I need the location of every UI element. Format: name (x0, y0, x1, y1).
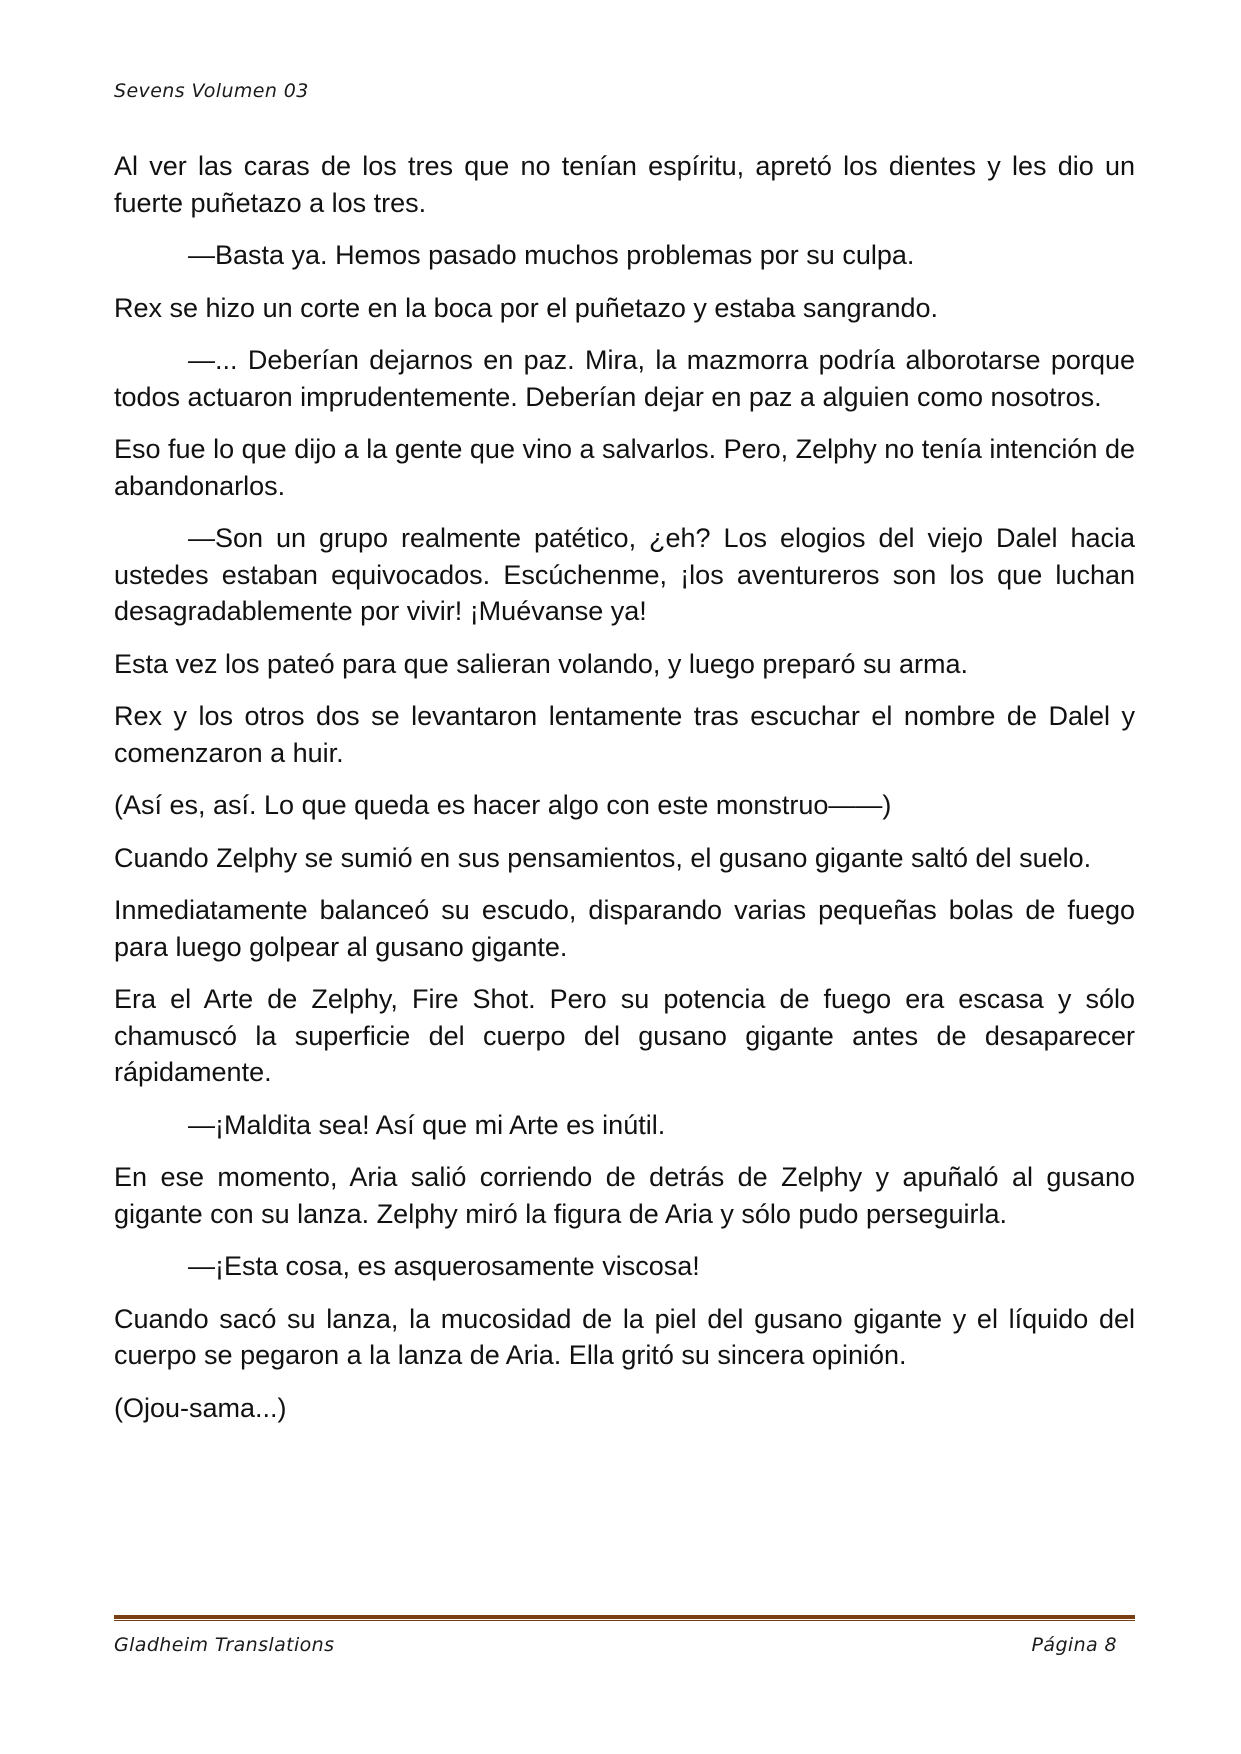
body-text (114, 148, 1135, 1442)
paragraph: (Así es, así. Lo que queda es hacer algo con este monstruo——) (114, 790, 892, 820)
paragraph: (Ojou-sama...) (114, 1392, 287, 1423)
paragraph: Cuando sacó su lanza, la mucosidad de la piel del gusano gigante y el líquido del cuerpo se pegaron a la lanza de Aria. Ella gritó su sincera opinión. (114, 1303, 1135, 1370)
paragraph: Rex se hizo un corte en la boca por el puñetazo y estaba sangrando. (114, 292, 939, 323)
running-header: Sevens Volumen 03 (114, 80, 309, 102)
paragraph: Eso fue lo que dijo a la gente que vino a salvarlos. Pero, Zelphy no tenía intención de abandonarlos. (114, 434, 1135, 501)
dialogue-paragraph: —... Deberían dejarnos en paz. Mira, la mazmorra podría alborotarse porque todos actuaron imprudentemente. Deberían dejar en paz a alguien como nosotros. (114, 345, 1135, 412)
footer-translator: Gladheim Translations (114, 1634, 335, 1656)
page-number: Página 8 (1031, 1634, 1117, 1656)
dialogue-paragraph: —Basta ya. Hemos pasado muchos problemas por su culpa. (188, 240, 915, 270)
dialogue-paragraph: —¡Esta cosa, es asquerosamente viscosa! (188, 1251, 700, 1281)
paragraph: Rex y los otros dos se levantaron lentamente tras escuchar el nombre de Dalel y comenzaron a huir. (114, 701, 1135, 768)
paragraph: Esta vez los pateó para que salieran volando, y luego preparó su arma. (114, 648, 969, 679)
paragraph: Cuando Zelphy se sumió en sus pensamientos, el gusano gigante saltó del suelo. (114, 842, 1092, 873)
paragraph: En ese momento, Aria salió corriendo de detrás de Zelphy y apuñaló al gusano gigante con su lanza. Zelphy miró la figura de Aria y sólo pudo perseguirla. (114, 1162, 1135, 1229)
paragraph: Inmediatamente balanceó su escudo, disparando varias pequeñas bolas de fuego para luego golpear al gusano gigante. (114, 895, 1135, 962)
paragraph: Era el Arte de Zelphy, Fire Shot. Pero su potencia de fuego era escasa y sólo chamuscó la superficie del cuerpo del gusano gigante antes de desaparecer rápidamente. (114, 984, 1135, 1087)
footer-divider (114, 1615, 1135, 1621)
paragraph: Al ver las caras de los tres que no tenían espíritu, apretó los dientes y les dio un fuerte puñetazo a los tres. (114, 151, 1135, 218)
dialogue-paragraph: —Son un grupo realmente patético, ¿eh? Los elogios del viejo Dalel hacia ustedes estaban equivocados. Escúchenme, ¡los aventureros son los que luchan desagradablemente por vivir! ¡Muévanse ya! (114, 523, 1135, 626)
dialogue-paragraph: —¡Maldita sea! Así que mi Arte es inútil. (188, 1109, 666, 1140)
